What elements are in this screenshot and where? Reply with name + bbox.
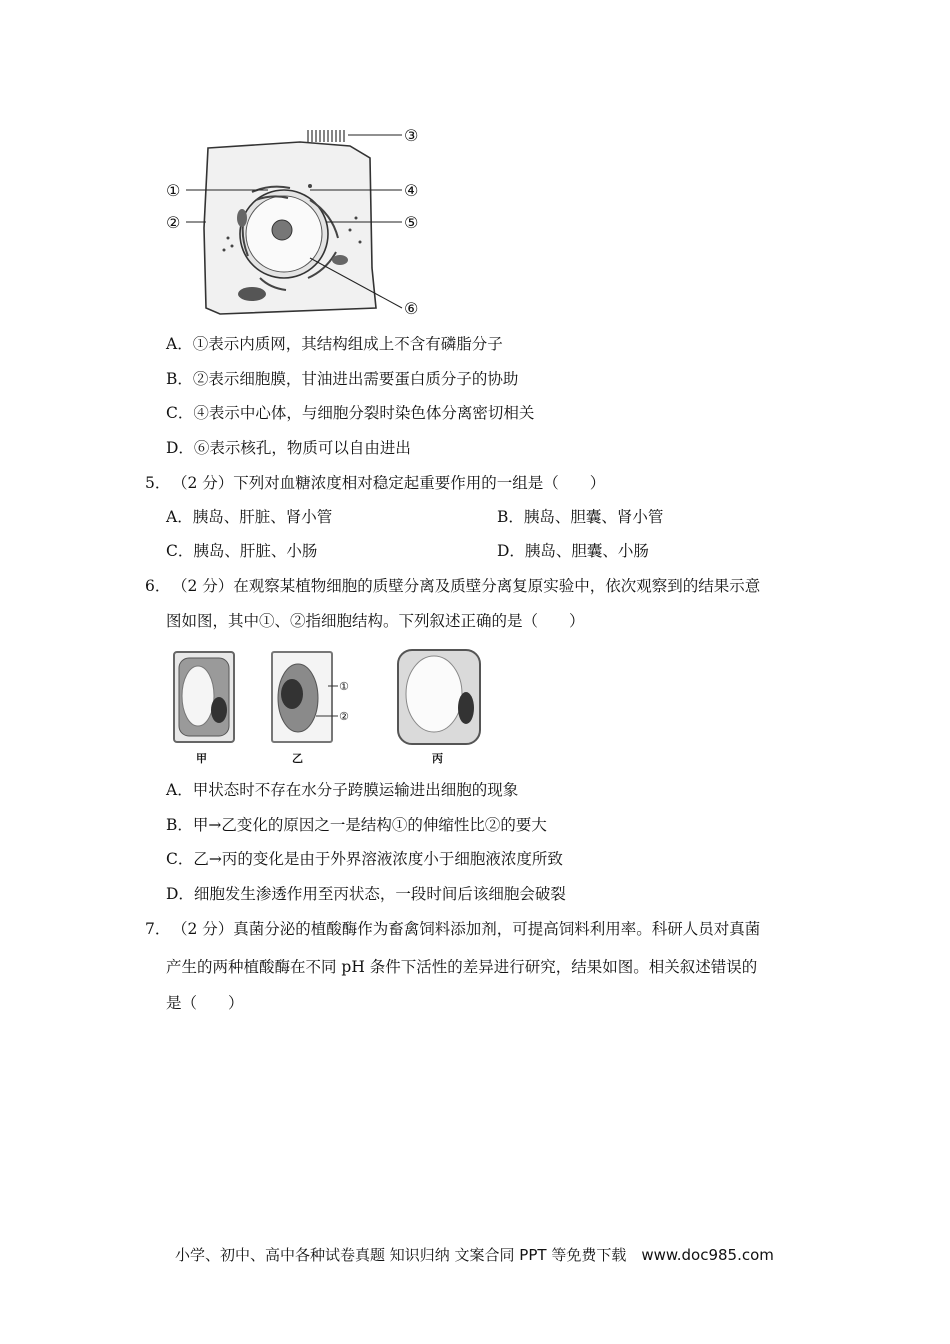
q4-option-d: D．⑥表示核孔，物质可以自由进出 xyxy=(166,439,411,457)
q5-option-d: D．胰岛、胆囊、小肠 xyxy=(497,542,649,560)
caption-bing: 丙 xyxy=(432,752,443,765)
q7-stem-line-1: （2 分）真菌分泌的植酸酶作为畜禽饲料添加剂，可提高饲料利用率。科研人员对真菌 xyxy=(172,920,761,938)
q6-stem-line-1: （2 分）在观察某植物细胞的质壁分离及质壁分离复原实验中，依次观察到的结果示意 xyxy=(172,577,761,595)
footer-text[interactable]: 小学、初中、高中各种试卷真题 知识归纳 文案合同 PPT 等免费下载 www.doc985.com xyxy=(175,1246,774,1264)
plasmolysis-diagram xyxy=(166,646,496,768)
q7-number: 7． xyxy=(145,920,171,938)
q4-option-b: B．②表示细胞膜，甘油进出需要蛋白质分子的协助 xyxy=(166,370,519,388)
label-4: ④ xyxy=(404,181,419,200)
label-wall: ① xyxy=(339,680,349,693)
q5-number: 5． xyxy=(145,474,171,492)
caption-yi: 乙 xyxy=(292,752,303,765)
q4-option-a: A．①表示内质网，其结构组成上不含有磷脂分子 xyxy=(166,335,503,353)
label-membrane: ② xyxy=(339,710,349,723)
q6-stem-line-2: 图如图，其中①、②指细胞结构。下列叙述正确的是（ ） xyxy=(166,612,585,630)
q5-option-c: C．胰岛、肝脏、小肠 xyxy=(166,542,318,560)
caption-jia: 甲 xyxy=(196,752,207,765)
q6-option-c: C．乙→丙的变化是由于外界溶液浓度小于细胞液浓度所致 xyxy=(166,850,563,868)
label-2: ② xyxy=(166,213,181,232)
label-3: ③ xyxy=(404,126,419,145)
q5-option-a: A．胰岛、肝脏、肾小管 xyxy=(166,508,333,526)
q6-option-b: B．甲→乙变化的原因之一是结构①的伸缩性比②的要大 xyxy=(166,816,547,834)
q6-option-a: A．甲状态时不存在水分子跨膜运输进出细胞的现象 xyxy=(166,781,519,799)
q6-option-d: D．细胞发生渗透作用至丙状态，一段时间后该细胞会破裂 xyxy=(166,885,566,903)
q7-stem-line-3: 是（ ） xyxy=(166,994,244,1012)
label-5: ⑤ xyxy=(404,213,419,232)
label-1: ① xyxy=(166,181,181,200)
q5-stem: （2 分）下列对血糖浓度相对稳定起重要作用的一组是（ ） xyxy=(172,474,606,492)
q4-option-c: C．④表示中心体，与细胞分裂时染色体分离密切相关 xyxy=(166,404,535,422)
q5-option-b: B．胰岛、胆囊、肾小管 xyxy=(497,508,664,526)
label-6: ⑥ xyxy=(404,299,419,318)
q7-stem-line-2: 产生的两种植酸酶在不同 pH 条件下活性的差异进行研究，结果如图。相关叙述错误的 xyxy=(166,958,758,976)
q6-number: 6． xyxy=(145,577,171,595)
cell-structure-diagram xyxy=(160,118,430,323)
